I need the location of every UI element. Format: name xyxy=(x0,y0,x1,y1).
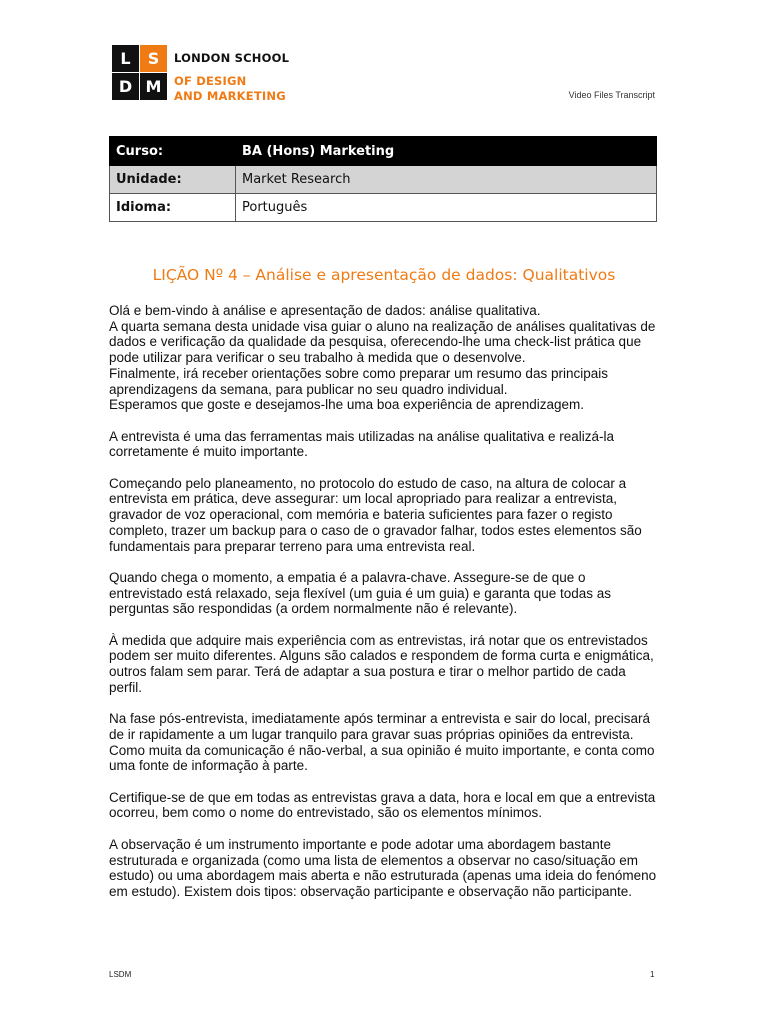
unit-label: Unidade: xyxy=(110,166,236,194)
table-row-unit xyxy=(110,166,657,194)
course-label: Curso: xyxy=(110,137,236,166)
logo-wordmark xyxy=(174,51,289,104)
lsdm-logo xyxy=(112,45,289,104)
language-value: Português xyxy=(236,194,657,222)
unit-value: Market Research xyxy=(236,166,657,194)
logo-line-3: AND MARKETING xyxy=(174,89,286,103)
paragraph-experience: À medida que adquire mais experiência com as entrevistas, irá notar que os entrevistados podem ser muito diferentes. Alguns são calados e respondem de forma curta e enigmática, outros falam sem parar. Terá de adaptar a sua postura e tirar o melhor partido de cada perfil. xyxy=(109,632,654,695)
intro-line-1: Olá e bem-vindo à análise e apresentação de dados: análise qualitativa. xyxy=(109,303,541,318)
logo-letter-d: D xyxy=(112,73,139,100)
paragraph-record-details: Certifique-se de que em todas as entrevistas grava a data, hora e local em que a entrevista ocorreu, bem como o nome do entrevistado, são os elementos mínimos. xyxy=(109,789,656,821)
logo-letter-l: L xyxy=(112,45,139,72)
language-label: Idioma: xyxy=(110,194,236,222)
logo-line-2: OF DESIGN xyxy=(174,74,247,88)
document-type-label: Video Files Transcript xyxy=(568,90,655,100)
logo-line-1: LONDON SCHOOL xyxy=(174,51,290,65)
logo-letter-grid xyxy=(112,45,167,100)
logo-letter-s: S xyxy=(140,45,167,72)
course-info-table xyxy=(109,136,657,222)
paragraph-interview-intro: A entrevista é uma das ferramentas mais utilizadas na análise qualitativa e realizá-la corretamente é muito importante. xyxy=(109,428,615,460)
paragraph-observation: A observação é um instrumento importante e pode adotar uma abordagem bastante estruturada e organizada (como uma lista de elementos a observar no caso/situação em estudo) ou uma abordagem mais aberta e não estruturada (apenas uma ideia do fenómeno em estudo). Existem dois tipos: observação participante e observação não participante. xyxy=(109,836,657,899)
paragraph-empathy: Quando chega o momento, a empatia é a palavra-chave. Assegure-se de que o entrevistado está relaxado, seja flexível (um guia é um guia) e garanta que todas as perguntas são respondidas (a ordem normalmente não é relevante). xyxy=(109,569,612,617)
logo-letter-m: M xyxy=(140,73,167,100)
paragraph-post-interview: Na fase pós-entrevista, imediatamente após terminar a entrevista e sair do local, precisará de ir rapidamente a um lugar tranquilo para gravar suas próprias opiniões da entrevista. Como muita da comunicação é não-verbal, a sua opinião é muito importante, e conta como uma fonte de informação à parte. xyxy=(109,711,655,774)
footer-brand: LSDM xyxy=(109,970,132,979)
table-row-language xyxy=(110,194,657,222)
intro-line-4: Esperamos que goste e desejamos-lhe uma boa experiência de aprendizagem. xyxy=(109,397,585,413)
lesson-title: LIÇÃO Nº 4 – Análise e apresentação de dados: Qualitativos xyxy=(152,266,616,284)
course-value: BA (Hons) Marketing xyxy=(236,137,657,166)
transcript-body xyxy=(109,303,657,915)
intro-line-3: Finalmente, irá receber orientações sobre como preparar um resumo das principais aprendizagens da semana, para publicar no seu quadro individual. xyxy=(109,365,608,397)
paragraph-planning: Começando pelo planeamento, no protocolo do estudo de caso, na altura de colocar a entrevista em prática, deve assegurar: um local apropriado para realizar a entrevista, gravador de voz operacional, com memória e bateria suficientes para fazer o registo completo, trazer um backup para o caso de o gravador falhar, todos estes elementos são fundamentais para preparar terreno para uma entrevista real. xyxy=(109,475,642,554)
page-number: 1 xyxy=(650,970,655,979)
table-row-course xyxy=(110,137,657,166)
intro-line-2: A quarta semana desta unidade visa guiar o aluno na realização de análises qualitativas de dados e verificação da qualidade da pesquisa, oferecendo-lhe uma check-list prática que pode utilizar para verificar o seu trabalho à medida que o desenvolve. xyxy=(109,318,656,366)
